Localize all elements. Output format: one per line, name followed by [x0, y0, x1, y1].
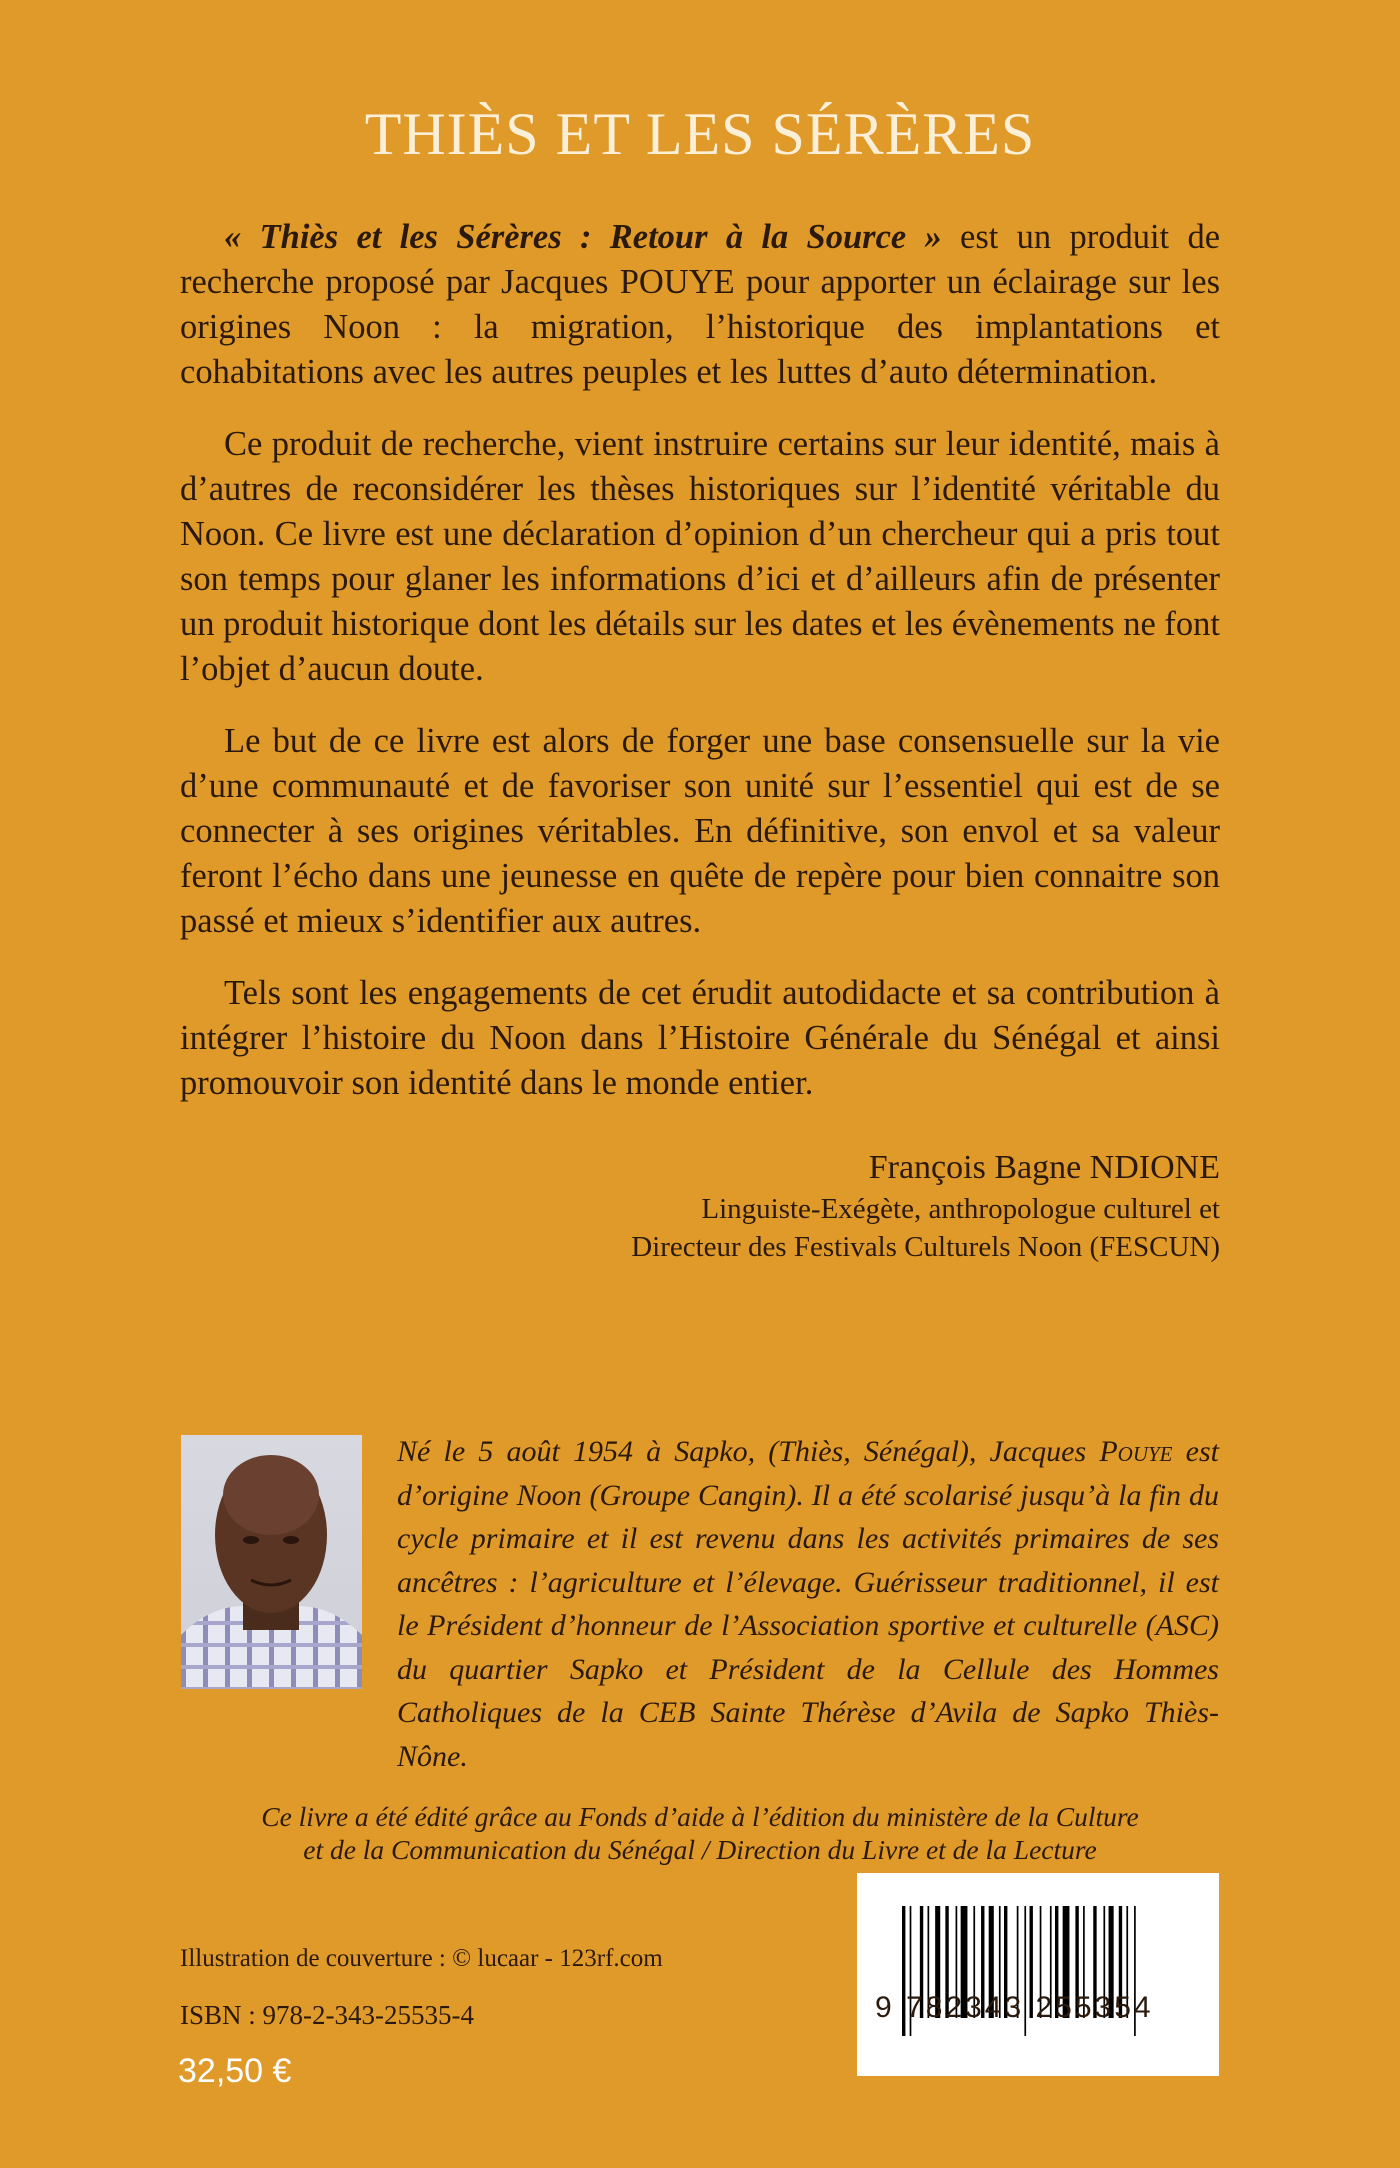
paragraph-2: Ce produit de recherche, vient instruire certains sur leur identité, mais à d’autres de reconsidérer les thèses historiques sur l’identité véritable du Noon. Ce livre est une déclaration d’opinion d’un chercheur qui a pris tout son temps pour glaner les informations d’ici et d’ailleurs afin de présenter un produit historique dont les détails sur les dates et les évènements ne font l’objet d’aucun doute.	[180, 425, 1220, 688]
funding-note	[0, 1800, 1400, 1866]
paragraph-4: Tels sont les engagements de cet érudit autodidacte et sa contribution à intégrer l’histoire du Noon dans l’Histoire Générale du Sénégal et ainsi promouvoir son identité dans le monde entier.	[180, 974, 1220, 1102]
barcode-number: 9 782343 255354	[875, 1991, 1154, 2024]
bio-text-rest: est d’origine Noon (Groupe Cangin). Il a été scolarisé jusqu’à la fin du cycle primaire et il est revenu dans les activités primaires de ses ancêtres : l’agriculture et l’élevage. Guérisseur traditionnel, il est le Président d’honneur de l’Association sportive et culturelle (ASC) du quartier Sapko et Président de la Cellule des Hommes Catholiques de la CEB Sainte Thérèse d’Avila de Sapko Thiès-Nône.	[397, 1435, 1220, 1773]
book-title: THIÈS ET LES SÉRÈRES	[364, 101, 1036, 167]
funding-line-2: et de la Communication du Sénégal / Direction du Livre et de la Lecture	[303, 1834, 1097, 1865]
bio-author-name: Pouye	[1099, 1435, 1173, 1468]
signature-role-1: Linguiste-Exégète, anthropologue culturel et	[701, 1193, 1220, 1225]
funding-line-1: Ce livre a été édité grâce au Fonds d’aide à l’édition du ministère de la Culture	[261, 1801, 1139, 1832]
signature-role-2: Directeur des Festivals Culturels Noon (FESCUN)	[631, 1231, 1220, 1263]
author-bio	[397, 1430, 1219, 1778]
book-quote-title: « Thiès et les Sérères : Retour à la Source »	[224, 218, 942, 256]
isbn: ISBN : 978-2-343-25535-4	[180, 2000, 474, 2030]
author-section	[0, 1430, 1400, 1778]
bio-text: Né le 5 août 1954 à Sapko, (Thiès, Sénégal), Jacques	[397, 1435, 1100, 1468]
paragraph-1	[180, 215, 1220, 395]
paragraph-3: Le but de ce livre est alors de forger une base consensuelle sur la vie d’une communauté et de favoriser son unité sur l’essentiel qui est de se connecter à ses origines véritables. En définitive, son envol et sa valeur feront l’écho dans une jeunesse en quête de repère pour bien connaitre son passé et mieux s’identifier aux autres.	[180, 722, 1220, 940]
back-cover-text	[180, 215, 1220, 1106]
price: 32,50 €	[178, 2052, 292, 2090]
author-photo	[181, 1435, 362, 1689]
signature	[180, 1146, 1220, 1266]
illustration-credit: Illustration de couverture : © lucaar - 123rf.com	[180, 1945, 663, 1972]
paragraph-1-text: est un produit de recherche proposé par Jacques POUYE pour apporter un éclairage sur les origines Noon : la migration, l’historique des implantations et cohabitations avec les autres peuples et les luttes d’auto détermination.	[180, 218, 1221, 391]
lower-section	[0, 1430, 1400, 1866]
upper-section	[180, 215, 1220, 1266]
signature-name: François Bagne NDIONE	[868, 1149, 1220, 1186]
barcode	[857, 1873, 1219, 2076]
